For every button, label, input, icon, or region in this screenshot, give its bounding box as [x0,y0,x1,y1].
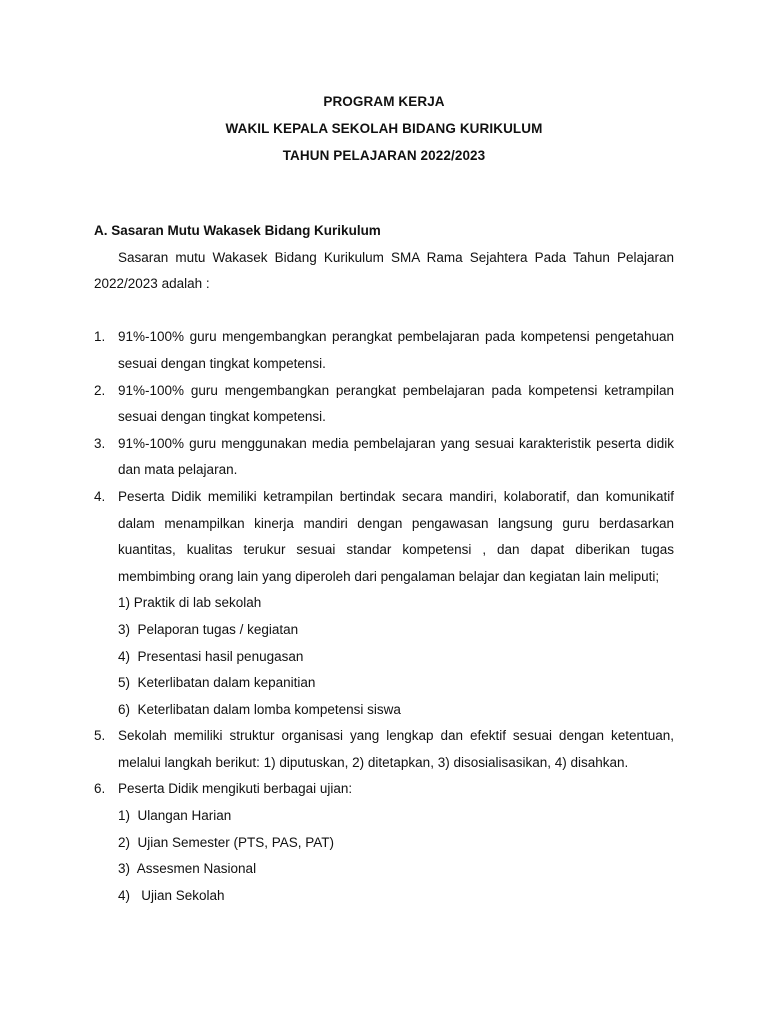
document-body [94,218,674,909]
list-item-text: 91%-100% guru mengembangkan perangkat pembelajaran pada kompetensi pengetahuan sesuai dengan tingkat kompetensi. [118,329,674,371]
list-item-text: Sekolah memiliki struktur organisasi yang lengkap dan efektif sesuai dengan ketentuan, melalui langkah berikut: 1) diputuskan, 2) ditetapkan, 3) disosialisasikan, 4) disahkan. [118,728,674,770]
list-item [94,776,674,803]
list-item-text: 91%-100% guru menggunakan media pembelajaran yang sesuai karakteristik peserta didik dan mata pelajaran. [118,435,674,478]
list-item-number: 3. [94,435,106,451]
header-subtitle: WAKIL KEPALA SEKOLAH BIDANG KURIKULUM [225,121,543,136]
header-year: TAHUN PELAJARAN 2022/2023 [282,148,486,163]
list-item-number: 5. [94,728,106,744]
list-item [94,484,674,590]
blank-line [94,298,674,325]
sub-list-item: 3) Pelaporan tugas / kegiatan [118,621,299,637]
sub-list-item: 2) Ujian Semester (PTS, PAS, PAT) [118,834,335,850]
list-item [94,324,674,377]
sub-list-item: 5) Keterlibatan dalam kepanitian [118,675,316,691]
list-item-number: 4. [94,488,106,504]
list-item [94,431,674,484]
section-heading: A. Sasaran Mutu Wakasek Bidang Kurikulum [94,223,381,238]
document-header [0,88,768,169]
list-item [94,378,674,431]
sub-list-item: 1) Ulangan Harian [118,808,232,824]
sub-list-item: 4) Ujian Sekolah [118,887,225,903]
list-item-text: 91%-100% guru mengembangkan perangkat pembelajaran pada kompetensi ketrampilan sesuai dengan tingkat kompetensi. [118,382,674,425]
section-intro: Sasaran mutu Wakasek Bidang Kurikulum SMA Rama Sejahtera Pada Tahun Pelajaran 2022/2023 adalah : [94,249,674,292]
sub-list-item: 1) Praktik di lab sekolah [118,595,262,611]
list-item [94,723,674,776]
list-item-number: 2. [94,382,106,398]
list-item-number: 6. [94,781,106,797]
list-item-number: 1. [94,329,106,345]
list-item-text: Peserta Didik memiliki ketrampilan bertindak secara mandiri, kolaboratif, dan komunikatif dalam menampilkan kinerja mandiri dengan pengawasan langsung guru berdasarkan kuantitas, kualitas terukur sesuai standar kompetensi , dan dapat diberikan tugas membimbing orang lain yang diperoleh dari pengalaman belajar dan kegiatan lain meliputi; [118,488,674,584]
header-title: PROGRAM KERJA [323,94,445,109]
list-item-text: Peserta Didik mengikuti berbagai ujian: [118,781,353,797]
sub-list-item: 4) Presentasi hasil penugasan [118,648,304,664]
sub-list-item: 3) Assesmen Nasional [118,861,257,877]
sub-list-item: 6) Keterlibatan dalam lomba kompetensi siswa [118,701,401,717]
